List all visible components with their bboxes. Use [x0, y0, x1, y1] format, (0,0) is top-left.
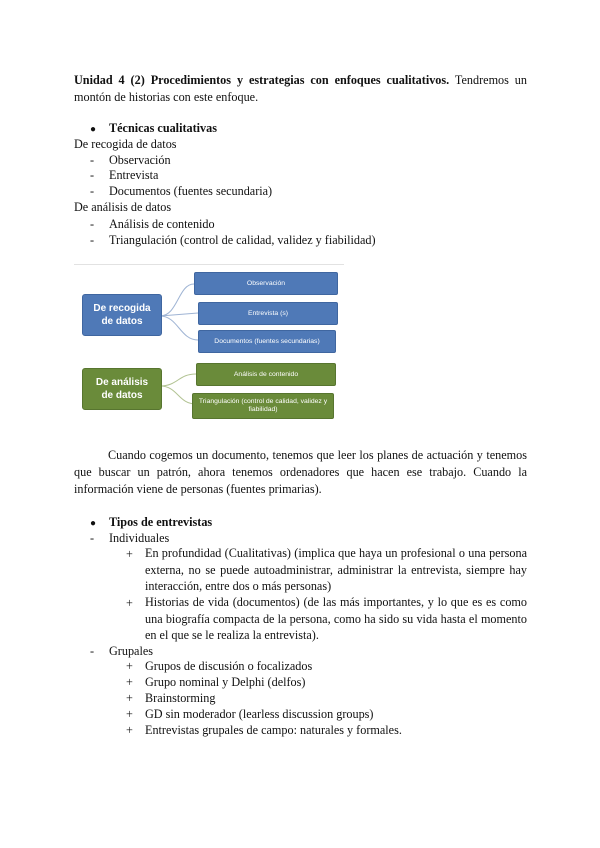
plus-icon: +: [126, 596, 133, 610]
diagram-leaf-triangulacion: Triangulación (control de calidad, validez y fiabilidad): [192, 393, 334, 419]
dash-icon: -: [90, 531, 95, 545]
list-item: Historias de vida (documentos) (de las más importantes, y lo que es es como una biografía compacta de la persona, como ha sido su vida hasta el momento en el que se le realiza la entrevista).: [145, 595, 527, 642]
list-item: En profundidad (Cualitativas) (implica que haya un profesional o una persona externa, no se puede autoadministrar, administrar la entrevista, siempre hay interacción, entre dos o más personas): [145, 546, 527, 593]
documents-paragraph: Cuando cogemos un documento, tenemos que leer los planes de actuación y tenemos que buscar un patrón, ahora tenemos ordenadores que hacen ese trabajo. Cuando la información viene de personas (fuentes primarias).: [74, 448, 527, 496]
list-item: GD sin moderador (learless discussion groups): [145, 707, 374, 721]
plus-icon: +: [126, 547, 133, 561]
list-item: Grupos de discusión o focalizados: [145, 659, 313, 673]
section-heading-entrevistas: Tipos de entrevistas: [109, 515, 213, 529]
intro-paragraph: [74, 72, 527, 106]
list-item: Triangulación (control de calidad, validez y fiabilidad): [109, 233, 376, 247]
individuales-label: Individuales: [109, 531, 170, 545]
unit-title: Unidad 4 (2) Procedimientos y estrategias con enfoques cualitativos.: [74, 73, 450, 87]
dash-icon: -: [90, 217, 95, 231]
list-item: Entrevista: [109, 168, 159, 182]
grupales-label: Grupales: [109, 644, 153, 658]
dash-icon: -: [90, 233, 95, 247]
list-item: Entrevistas grupales de campo: naturales y formales.: [145, 723, 402, 737]
diagram-leaf-documentos: Documentos (fuentes secundarias): [198, 330, 336, 353]
plus-icon: +: [126, 659, 133, 673]
list-item: Observación: [109, 153, 171, 167]
bullet-icon: ●: [90, 518, 97, 529]
diagram-leaf-entrevista: Entrevista (s): [198, 302, 338, 325]
dash-icon: -: [90, 168, 95, 182]
list-item: Grupo nominal y Delphi (delfos): [145, 675, 306, 689]
diagram-node-analisis: De análisis de datos: [82, 368, 162, 410]
plus-icon: +: [126, 691, 133, 705]
techniques-diagram: [74, 262, 346, 422]
analisis-label: De análisis de datos: [74, 200, 172, 214]
plus-icon: +: [126, 723, 133, 737]
diagram-leaf-analisis-contenido: Análisis de contenido: [196, 363, 336, 386]
plus-icon: +: [126, 707, 133, 721]
section-heading-tecnicas: Técnicas cualitativas: [109, 121, 217, 135]
dash-icon: -: [90, 153, 95, 167]
bullet-icon: ●: [90, 124, 97, 135]
intro-text: Tendremos un montón de historias con este enfoque.: [74, 73, 527, 104]
plus-icon: +: [126, 675, 133, 689]
diagram-leaf-observacion: Observación: [194, 272, 338, 295]
list-item: Brainstorming: [145, 691, 216, 705]
dash-icon: -: [90, 184, 95, 198]
recogida-label: De recogida de datos: [74, 137, 177, 151]
list-item: Análisis de contenido: [109, 217, 215, 231]
dash-icon: -: [90, 644, 95, 658]
list-item: Documentos (fuentes secundaria): [109, 184, 273, 198]
diagram-node-recogida: De recogida de datos: [82, 294, 162, 336]
